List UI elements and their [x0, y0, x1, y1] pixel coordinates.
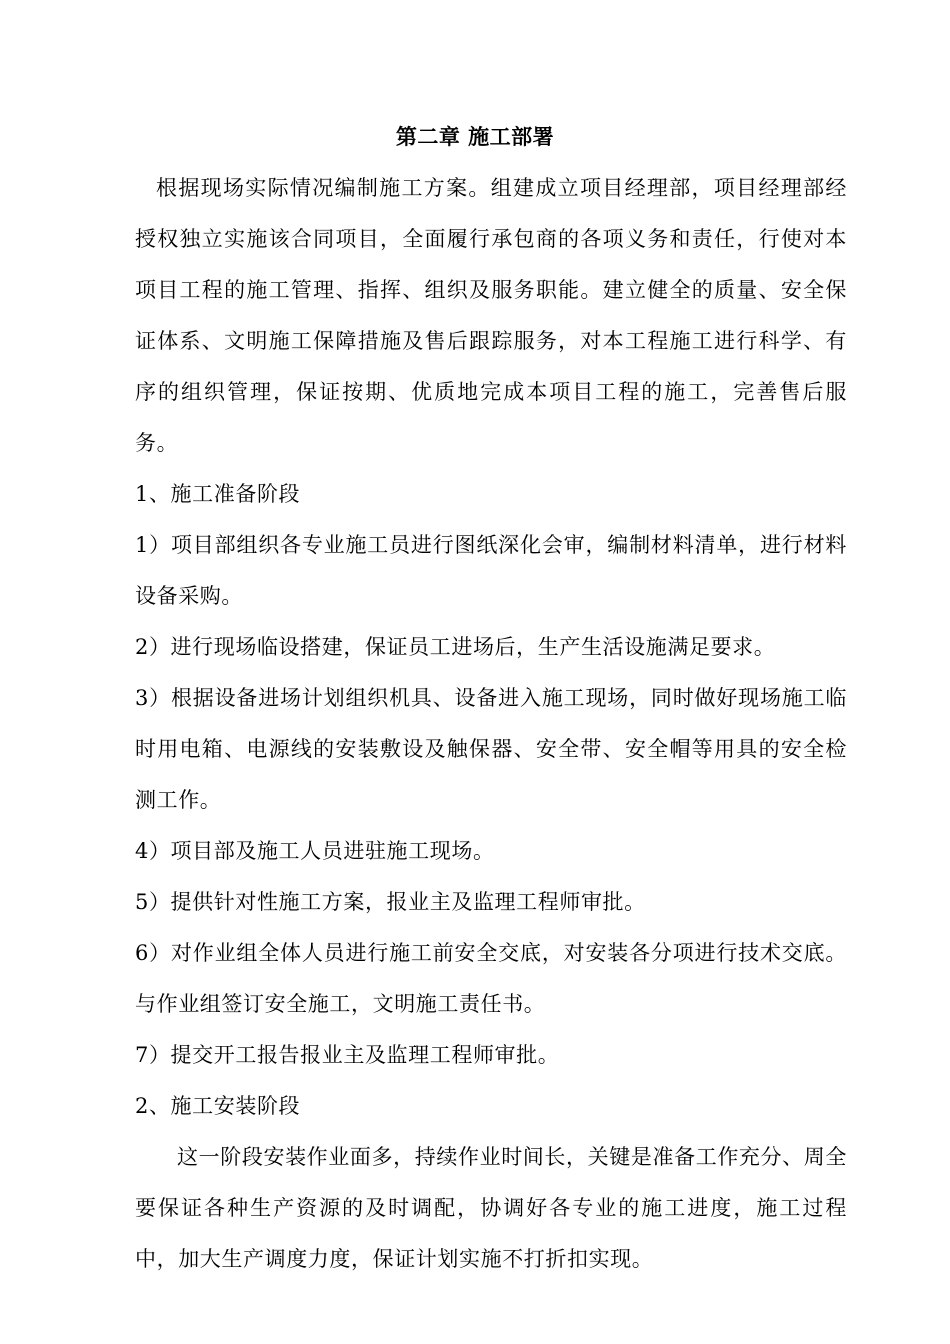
chapter-title: 第二章 施工部署	[395, 124, 555, 149]
section-heading-preparation: 1、施工准备阶段	[135, 482, 301, 506]
installation-paragraph: 这一阶段安装作业面多，持续作业时间长，关键是准备工作充分、周全要保证各种生产资源的及时调配，协调好各专业的施工进度，施工过程中，加大生产调度力度，保证计划实施不打折扣实现。	[135, 1145, 847, 1271]
intro-paragraph: 根据现场实际情况编制施工方案。组建成立项目经理部，项目经理部经授权独立实施该合同项目，全面履行承包商的各项义务和责任，行使对本项目工程的施工管理、指挥、组织及服务职能。建立健全的质量、安全保证体系、文明施工保障措施及售后跟踪服务，对本工程施工进行科学、有序的组织管理，保证按期、优质地完成本项目工程的施工，完善售后服务。	[135, 176, 847, 455]
list-item-3: 3）根据设备进场计划组织机具、设备进入施工现场，同时做好现场施工临时用电箱、电源线的安装敷设及触保器、安全带、安全帽等用具的安全检测工作。	[135, 686, 847, 812]
section-heading-installation: 2、施工安装阶段	[135, 1094, 301, 1118]
list-item-6: 6）对作业组全体人员进行施工前安全交底，对安装各分项进行技术交底。与作业组签订安全施工，文明施工责任书。	[135, 941, 847, 1016]
document-body	[135, 163, 847, 1285]
list-item-7: 7）提交开工报告报业主及监理工程师审批。	[135, 1043, 560, 1067]
list-item-2: 2）进行现场临设搭建，保证员工进场后，生产生活设施满足要求。	[135, 635, 776, 659]
list-item-4: 4）项目部及施工人员进驻施工现场。	[135, 839, 495, 863]
list-item-5: 5）提供针对性施工方案，报业主及监理工程师审批。	[135, 890, 646, 914]
list-item-1: 1）项目部组织各专业施工员进行图纸深化会审，编制材料清单，进行材料设备采购。	[135, 533, 847, 608]
